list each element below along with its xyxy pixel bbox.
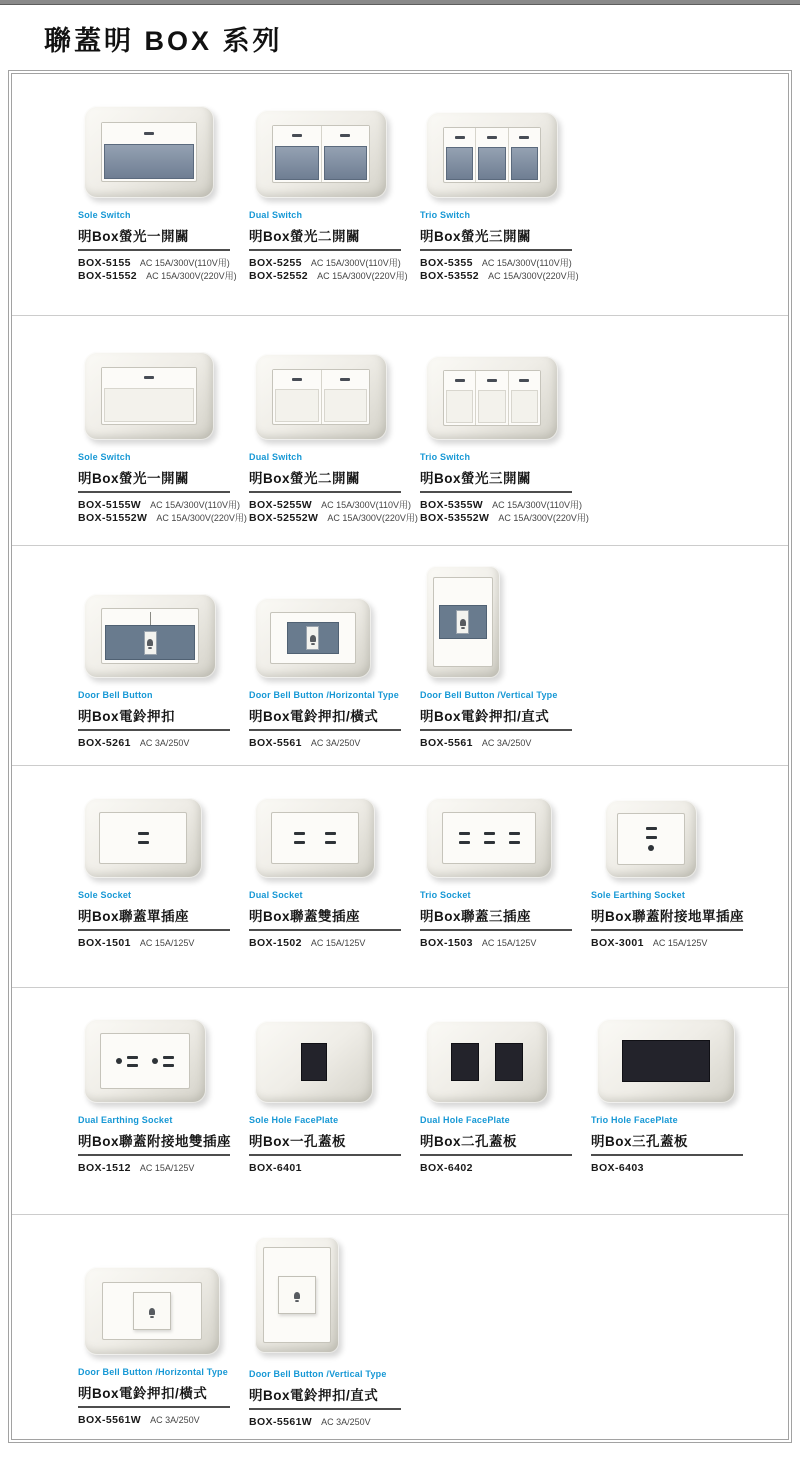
- product-name-zh: 明Box聯蓋雙插座: [249, 905, 401, 931]
- product-name-en: Door Bell Button /Horizontal Type: [78, 1367, 228, 1377]
- bell-icon: [278, 1276, 316, 1314]
- catalog-frame: [8, 70, 792, 1443]
- product-name-zh: 明Box螢光一開關: [78, 225, 230, 251]
- sole-switch-white-image: [84, 352, 214, 440]
- product-row-1: [12, 74, 788, 316]
- product-name-zh: 明Box螢光二開關: [249, 467, 401, 493]
- door-bell-horizontal-image: [255, 598, 371, 678]
- product-name-en: Sole Socket: [78, 890, 132, 900]
- product-row-6: [12, 1215, 788, 1439]
- model-line: BOX-5561W AC 3A/250V: [249, 1416, 371, 1428]
- bell-icon: [133, 1292, 171, 1330]
- product-name-zh: 明Box電鈴押扣/橫式: [249, 705, 401, 731]
- product-name-en: Trio Switch: [420, 452, 471, 462]
- product-card: [78, 786, 249, 987]
- product-name-zh: 明Box一孔蓋板: [249, 1130, 401, 1156]
- product-name-en: Dual Earthing Socket: [78, 1115, 173, 1125]
- door-bell-button-image: [84, 594, 216, 678]
- model-line: BOX-6403: [591, 1162, 644, 1174]
- product-card: [420, 786, 591, 987]
- model-line: BOX-5355 AC 15A/300V(110V用): [420, 257, 572, 269]
- model-line: BOX-6402: [420, 1162, 473, 1174]
- product-card: [249, 786, 420, 987]
- model-line: BOX-5355W AC 15A/300V(110V用): [420, 499, 583, 511]
- sole-switch-image: [84, 106, 214, 198]
- bell-icon: [144, 631, 157, 655]
- product-name-en: Dual Switch: [249, 210, 303, 220]
- model-line: BOX-5561W AC 3A/250V: [78, 1414, 200, 1426]
- bell-icon: [456, 610, 469, 634]
- door-bell-horizontal-white-image: [84, 1267, 220, 1355]
- sole-earthing-socket-image: [605, 800, 697, 878]
- dual-switch-image: [255, 110, 387, 198]
- product-card: [78, 1008, 249, 1214]
- product-name-zh: 明Box電鈴押扣/橫式: [78, 1382, 230, 1408]
- top-rule: [0, 0, 800, 5]
- trio-switch-white-image: [426, 356, 558, 440]
- model-line: BOX-51552W AC 15A/300V(220V用): [78, 512, 247, 524]
- dual-socket-image: [255, 798, 375, 878]
- dual-hole-faceplate-image: [426, 1021, 548, 1103]
- product-name-zh: 明Box螢光一開關: [78, 467, 230, 493]
- product-name-en: Door Bell Button: [78, 690, 153, 700]
- product-name-en: Door Bell Button /Vertical Type: [249, 1369, 387, 1379]
- product-card: [78, 566, 249, 765]
- model-line: BOX-1512 AC 15A/125V: [78, 1162, 195, 1174]
- dual-switch-white-image: [255, 354, 387, 440]
- product-card: [249, 566, 420, 765]
- product-name-zh: 明Box聯蓋三插座: [420, 905, 572, 931]
- door-bell-vertical-image: [426, 566, 500, 678]
- sole-socket-image: [84, 798, 202, 878]
- product-name-en: Dual Hole FacePlate: [420, 1115, 510, 1125]
- product-card: [420, 94, 591, 315]
- product-card: [78, 1235, 249, 1439]
- model-line: BOX-53552 AC 15A/300V(220V用): [420, 270, 579, 282]
- model-line: BOX-5561 AC 3A/250V: [420, 737, 532, 749]
- product-name-zh: 明Box聯蓋附接地單插座: [591, 905, 743, 931]
- bell-icon: [306, 626, 319, 650]
- model-line: BOX-5561 AC 3A/250V: [249, 737, 361, 749]
- product-row-2: [12, 316, 788, 546]
- product-row-4: [12, 766, 788, 988]
- product-row-3: [12, 546, 788, 766]
- product-name-en: Trio Socket: [420, 890, 471, 900]
- product-name-en: Trio Hole FacePlate: [591, 1115, 678, 1125]
- product-name-en: Door Bell Button /Vertical Type: [420, 690, 558, 700]
- product-name-en: Sole Hole FacePlate: [249, 1115, 339, 1125]
- dual-earthing-socket-image: [84, 1019, 206, 1103]
- product-card: [78, 336, 249, 545]
- trio-switch-image: [426, 112, 558, 198]
- product-name-zh: 明Box螢光三開關: [420, 467, 572, 493]
- product-name-en: Sole Earthing Socket: [591, 890, 686, 900]
- model-line: BOX-52552W AC 15A/300V(220V用): [249, 512, 418, 524]
- product-name-en: Dual Socket: [249, 890, 303, 900]
- trio-socket-image: [426, 798, 552, 878]
- product-card: [249, 336, 420, 545]
- model-line: BOX-1501 AC 15A/125V: [78, 937, 195, 949]
- product-card: [249, 1008, 420, 1214]
- model-line: BOX-6401: [249, 1162, 302, 1174]
- product-card: [420, 566, 591, 765]
- product-name-en: Sole Switch: [78, 452, 131, 462]
- product-card: [78, 94, 249, 315]
- product-name-zh: 明Box聯蓋單插座: [78, 905, 230, 931]
- product-card: [420, 1008, 591, 1214]
- product-name-zh: 明Box螢光三開關: [420, 225, 572, 251]
- product-card: [420, 336, 591, 545]
- sole-hole-faceplate-image: [255, 1021, 373, 1103]
- model-line: BOX-53552W AC 15A/300V(220V用): [420, 512, 589, 524]
- product-name-zh: 明Box三孔蓋板: [591, 1130, 743, 1156]
- product-name-zh: 明Box電鈴押扣/直式: [420, 705, 572, 731]
- model-line: BOX-52552 AC 15A/300V(220V用): [249, 270, 408, 282]
- model-line: BOX-1502 AC 15A/125V: [249, 937, 366, 949]
- product-name-zh: 明Box聯蓋附接地雙插座: [78, 1130, 230, 1156]
- product-card: [249, 94, 420, 315]
- page-title: 聯蓋明 BOX 系列: [44, 26, 283, 56]
- model-line: BOX-5155 AC 15A/300V(110V用): [78, 257, 230, 269]
- model-line: BOX-1503 AC 15A/125V: [420, 937, 537, 949]
- model-line: BOX-5155W AC 15A/300V(110V用): [78, 499, 241, 511]
- model-line: BOX-5255W AC 15A/300V(110V用): [249, 499, 412, 511]
- product-card: [591, 1008, 762, 1214]
- product-card: [249, 1235, 420, 1439]
- product-card: [591, 786, 762, 987]
- product-name-zh: 明Box二孔蓋板: [420, 1130, 572, 1156]
- model-line: BOX-5261 AC 3A/250V: [78, 737, 190, 749]
- model-line: BOX-51552 AC 15A/300V(220V用): [78, 270, 237, 282]
- product-name-en: Door Bell Button /Horizontal Type: [249, 690, 399, 700]
- product-name-en: Trio Switch: [420, 210, 471, 220]
- model-line: BOX-3001 AC 15A/125V: [591, 937, 708, 949]
- trio-hole-faceplate-image: [597, 1019, 735, 1103]
- product-name-en: Dual Switch: [249, 452, 303, 462]
- product-name-zh: 明Box螢光二開關: [249, 225, 401, 251]
- product-row-5: [12, 988, 788, 1215]
- model-line: BOX-5255 AC 15A/300V(110V用): [249, 257, 401, 269]
- product-name-zh: 明Box電鈴押扣/直式: [249, 1384, 401, 1410]
- door-bell-vertical-white-image: [255, 1237, 339, 1353]
- product-name-zh: 明Box電鈴押扣: [78, 705, 230, 731]
- product-name-en: Sole Switch: [78, 210, 131, 220]
